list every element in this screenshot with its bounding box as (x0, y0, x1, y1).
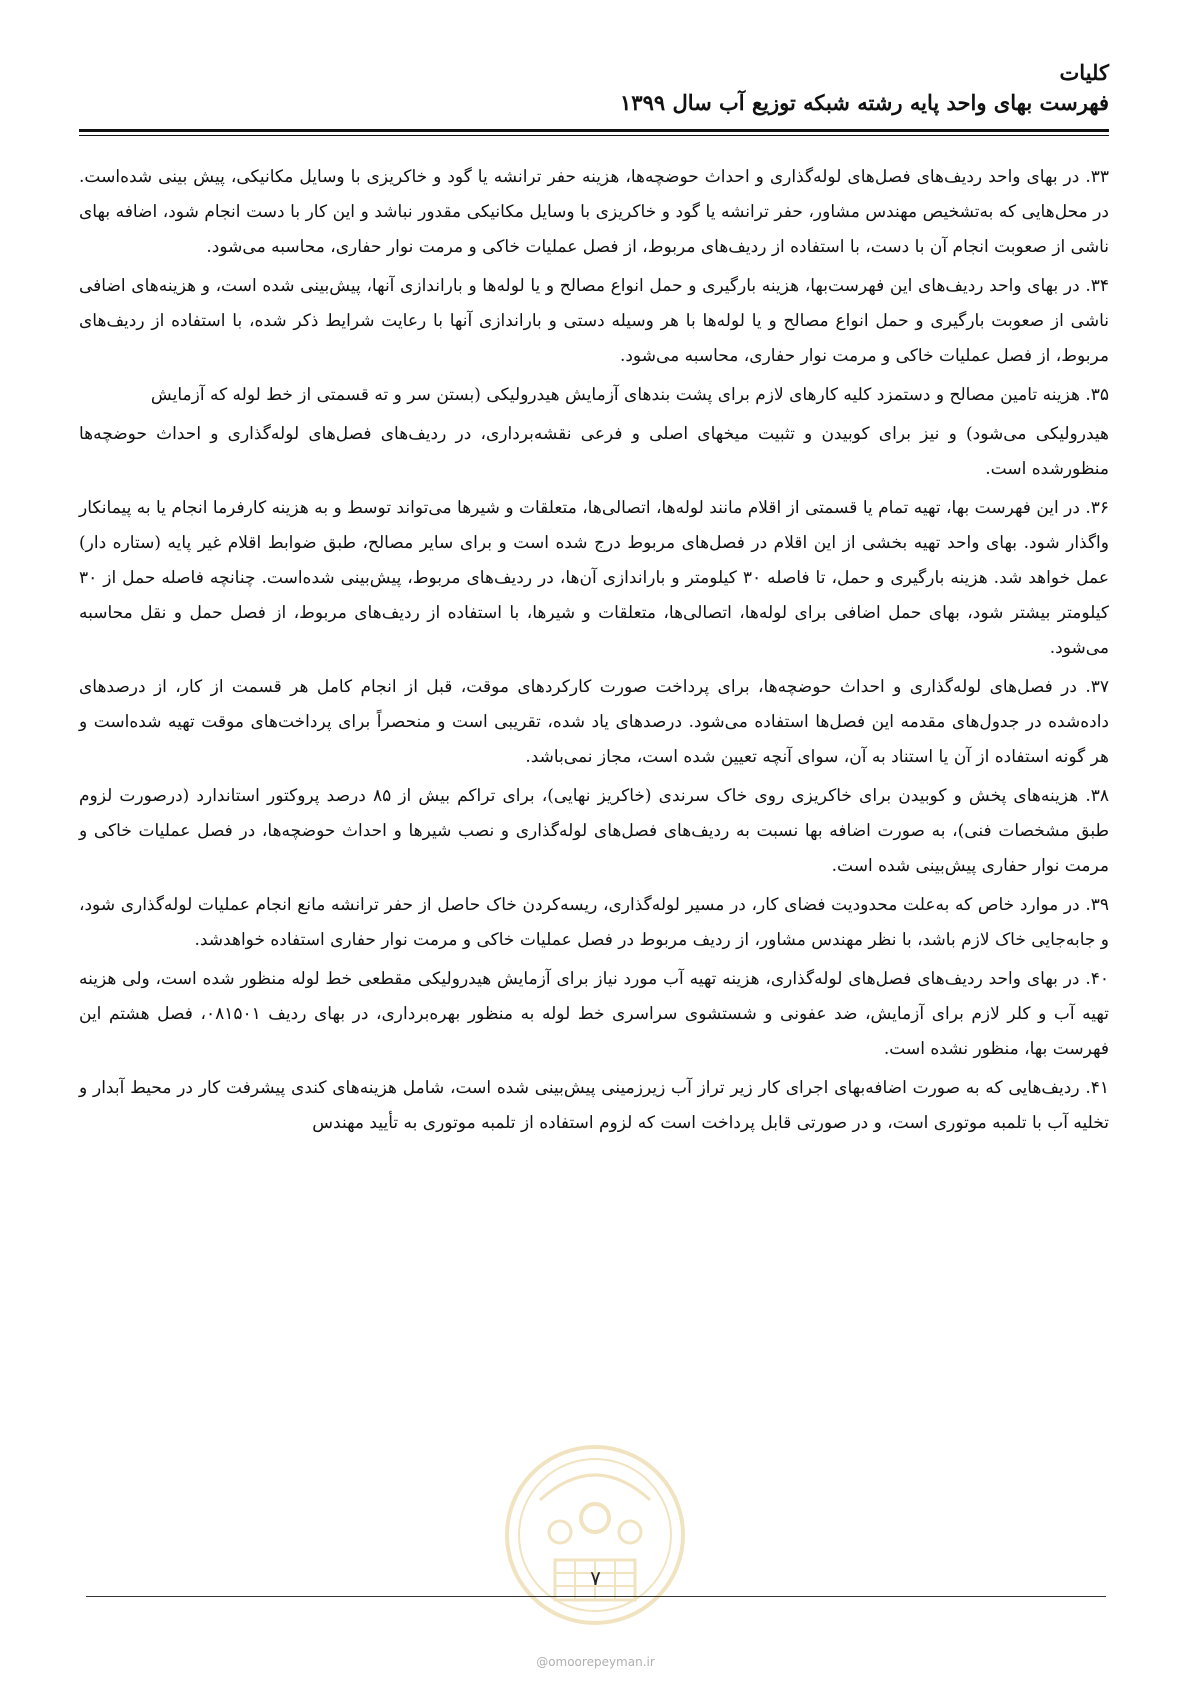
paragraph-38: ۳۸. هزینه‌های پخش و کوبیدن برای خاکریزی روی خاک سرندی (خاکریز نهایی)، برای تراکم بیش از ۸۵ درصد پروکتور استاندارد (درصورت لزوم طبق مشخصات فنی)، به صورت اضافه بها نسبت به ردیف‌های فصل‌های لوله‌گذاری و نصب شیرها و احداث حوضچه‌ها، در فصل عملیات خاکی و مرمت نوار حفاری پیش‌بینی شده است. (79, 786, 1110, 876)
document-title: فهرست بهای واحد پایه رشته شبکه توزیع آب سال ۱۳۹۹ (620, 90, 1109, 115)
header-rule-thin (79, 135, 1109, 136)
paragraph-39: ۳۹. در موارد خاص که به‌علت محدودیت فضای کار، در مسیر لوله‌گذاری، ریسه‌کردن خاک حاصل از حفر ترانشه مانع انجام عملیات لوله‌گذاری شود، و جابه‌جایی خاک لازم باشد، با نظر مهندس مشاور، از ردیف مربوط در فصل عملیات خاکی و مرمت نوار حفاری استفاده خواهدشد. (79, 895, 1109, 950)
footer-site-watermark: @omoorepeyman.ir (536, 1655, 655, 1669)
page-header (79, 58, 1109, 118)
paragraph-35-continued: هیدرولیکی می‌شود) و نیز برای کوبیدن و تثبیت میخهای اصلی و فرعی نقشه‌برداری، در ردیف‌های فصل‌های لوله‌گذاری و احداث حوضچه‌ها منظورشده است. (79, 424, 1109, 479)
section-title: کلیات (1059, 60, 1109, 85)
paragraph-34: ۳۴. در بهای واحد ردیف‌های این فهرست‌بها، هزینه بارگیری و حمل انواع مصالح و یا لوله‌ها و باراندازی آنها، پیش‌بینی شده است، و هزینه‌های اضافی ناشی از صعوبت بارگیری و حمل انواع مصالح و یا لوله‌ها با هر وسیله دستی و باراندازی آنها با رعایت شرایط ذکر شده، با استفاده از ردیف‌های مربوط، از فصل عملیات خاکی و مرمت نوار حفاری، محاسبه می‌شود. (79, 276, 1109, 366)
paragraph-37: ۳۷. در فصل‌های لوله‌گذاری و احداث حوضچه‌ها، برای پرداخت صورت کارکردهای موقت، قبل از انجام کامل هر قسمت از کار، از درصدهای داده‌شده در جدول‌های مقدمه این فصل‌ها استفاده می‌شود. درصدهای یاد شده، تقریبی است و منحصراً برای پرداخت‌های موقت تهیه شده‌است و هر گونه استفاده از آن یا استناد به آن، سوای آنچه تعیین شده است، مجاز نمی‌باشد. (79, 677, 1109, 767)
watermark-seal-icon (500, 1440, 690, 1630)
body-text (79, 160, 1109, 1145)
paragraph-36: ۳۶. در این فهرست بها، تهیه تمام یا قسمتی از اقلام مانند لوله‌ها، اتصالی‌ها، متعلقات و شیرها می‌تواند توسط و به هزینه کارفرما انجام یا به پیمانکار واگذار شود. بهای واحد تهیه بخشی از این اقلام در فصل‌های مربوط درج شده است و برای سایر مصالح، طبق ضوابط اقلام غیر پایه (ستاره دار) عمل خواهد شد. هزینه بارگیری و حمل، تا فاصله ۳۰ کیلومتر و باراندازی آن‌ها، در ردیف‌های مربوط، پیش‌بینی شده‌است. چنانچه فاصله حمل از ۳۰ کیلومتر بیشتر شود، بهای حمل اضافی برای لوله‌ها، اتصالی‌ها، متعلقات و شیرها، با استفاده از ردیف‌های مربوط، از فصل حمل و نقل محاسبه می‌شود. (79, 498, 1109, 658)
footer-rule (86, 1596, 1106, 1597)
page-number: ۷ (590, 1566, 601, 1590)
paragraph-40: ۴۰. در بهای واحد ردیف‌های فصل‌های لوله‌گذاری، هزینه تهیه آب مورد نیاز برای آزمایش هیدرولیکی مقطعی خط لوله منظور شده است، ولی هزینه تهیه آب و کلر لازم برای آزمایش، ضد عفونی و شستشوی سراسری خط لوله به منظور بهره‌برداری، در بهای ردیف ۰۸۱۵۰۱، فصل هشتم این فهرست بها، منظور نشده است. (79, 969, 1109, 1059)
paragraph-33: ۳۳. در بهای واحد ردیف‌های فصل‌های لوله‌گذاری و احداث حوضچه‌ها، هزینه حفر ترانشه یا گود و خاکریزی با وسایل مکانیکی، پیش بینی شده‌است. در محل‌هایی که به‌تشخیص مهندس مشاور، حفر ترانشه یا گود و خاکریزی با وسایل مکانیکی مقدور نباشد و این کار با دست انجام شود، اضافه بهای ناشی از صعوبت انجام آن با دست، با استفاده از ردیف‌های مربوط، از فصل عملیات خاکی و مرمت نوار حفاری، محاسبه می‌شود. (79, 167, 1109, 257)
paragraph-35: ۳۵. هزینه تامین مصالح و دستمزد کلیه کارهای لازم برای پشت بندهای آزمایش هیدرولیکی (بستن سر و ته قسمتی از خط لوله که آزمایش (150, 385, 1109, 405)
header-rule (79, 129, 1109, 132)
paragraph-41: ۴۱. ردیف‌هایی که به صورت اضافه‌بهای اجرای کار زیر تراز آب زیرزمینی پیش‌بینی شده است، شامل هزینه‌های کندی پیشرفت کار در محیط آبدار و تخلیه آب با تلمبه موتوری است، و در صورتی قابل پرداخت است که لزوم استفاده از تلمبه موتوری به تأیید مهندس (79, 1078, 1109, 1133)
